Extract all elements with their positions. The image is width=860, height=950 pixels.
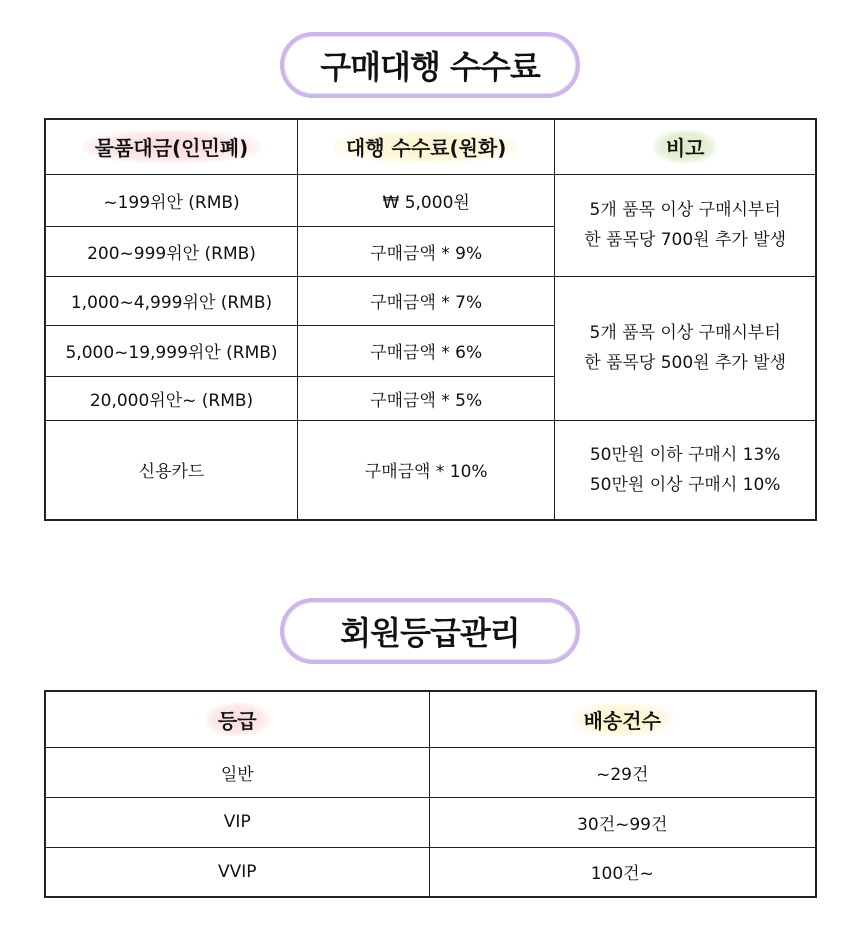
- table-row: [45, 174, 816, 226]
- amount-cell: 20,000위안~ (RMB): [45, 376, 298, 420]
- table-row: [45, 847, 816, 897]
- grade-table: [44, 690, 817, 898]
- count-cell: ~29건: [429, 747, 816, 797]
- amount-cell: 1,000~4,999위안 (RMB): [45, 276, 298, 325]
- note-line: 50만원 이하 구매시 13%: [589, 444, 781, 465]
- count-cell: 100건~: [429, 847, 816, 897]
- header-fee: [298, 119, 555, 174]
- table-row: [45, 420, 816, 520]
- header-amount-label: 물품대금(인민폐): [83, 130, 261, 163]
- count-cell: 30건~99건: [429, 797, 816, 847]
- header-grade: [45, 691, 429, 747]
- fee-cell: 구매금액 * 7%: [298, 276, 555, 325]
- amount-cell: 200~999위안 (RMB): [45, 226, 298, 276]
- grade-cell: 일반: [45, 747, 429, 797]
- grade-table-header-row: [45, 691, 816, 747]
- grade-cell: VIP: [45, 797, 429, 847]
- fee-section-title: [280, 32, 580, 98]
- note-cell: [555, 276, 816, 420]
- amount-cell: ~199위안 (RMB): [45, 174, 298, 226]
- table-row: [45, 747, 816, 797]
- note-cell: [555, 174, 816, 276]
- fee-cell: 구매금액 * 6%: [298, 325, 555, 376]
- grade-section-title-text: 회원등급관리: [340, 614, 520, 652]
- fee-table: [44, 118, 817, 521]
- grade-section-title: [280, 598, 580, 664]
- header-note: [555, 119, 816, 174]
- note-line: 5개 품목 이상 구매시부터: [589, 323, 781, 343]
- fee-cell: ₩ 5,000원: [298, 174, 555, 226]
- note-line: 5개 품목 이상 구매시부터: [589, 200, 781, 220]
- header-count-label: 배송건수: [572, 703, 673, 736]
- fee-cell: 구매금액 * 10%: [298, 420, 555, 520]
- amount-cell: 5,000~19,999위안 (RMB): [45, 325, 298, 376]
- note-line: 한 품목당 700원 추가 발생: [584, 230, 787, 250]
- header-amount: [45, 119, 298, 174]
- note-line: 한 품목당 500원 추가 발생: [584, 353, 787, 373]
- header-fee-label: 대행 수수료(원화): [334, 130, 518, 163]
- fee-section-title-text: 구매대행 수수료: [320, 48, 540, 86]
- header-count: [429, 691, 816, 747]
- grade-cell: VVIP: [45, 847, 429, 897]
- amount-cell: 신용카드: [45, 420, 298, 520]
- fee-cell: 구매금액 * 9%: [298, 226, 555, 276]
- table-row: [45, 797, 816, 847]
- header-note-label: 비고: [654, 130, 717, 163]
- note-cell: [555, 420, 816, 520]
- note-line: 50만원 이상 구매시 10%: [589, 474, 781, 495]
- table-row: [45, 276, 816, 325]
- fee-cell: 구매금액 * 5%: [298, 376, 555, 420]
- fee-table-header-row: [45, 119, 816, 174]
- header-grade-label: 등급: [206, 703, 269, 736]
